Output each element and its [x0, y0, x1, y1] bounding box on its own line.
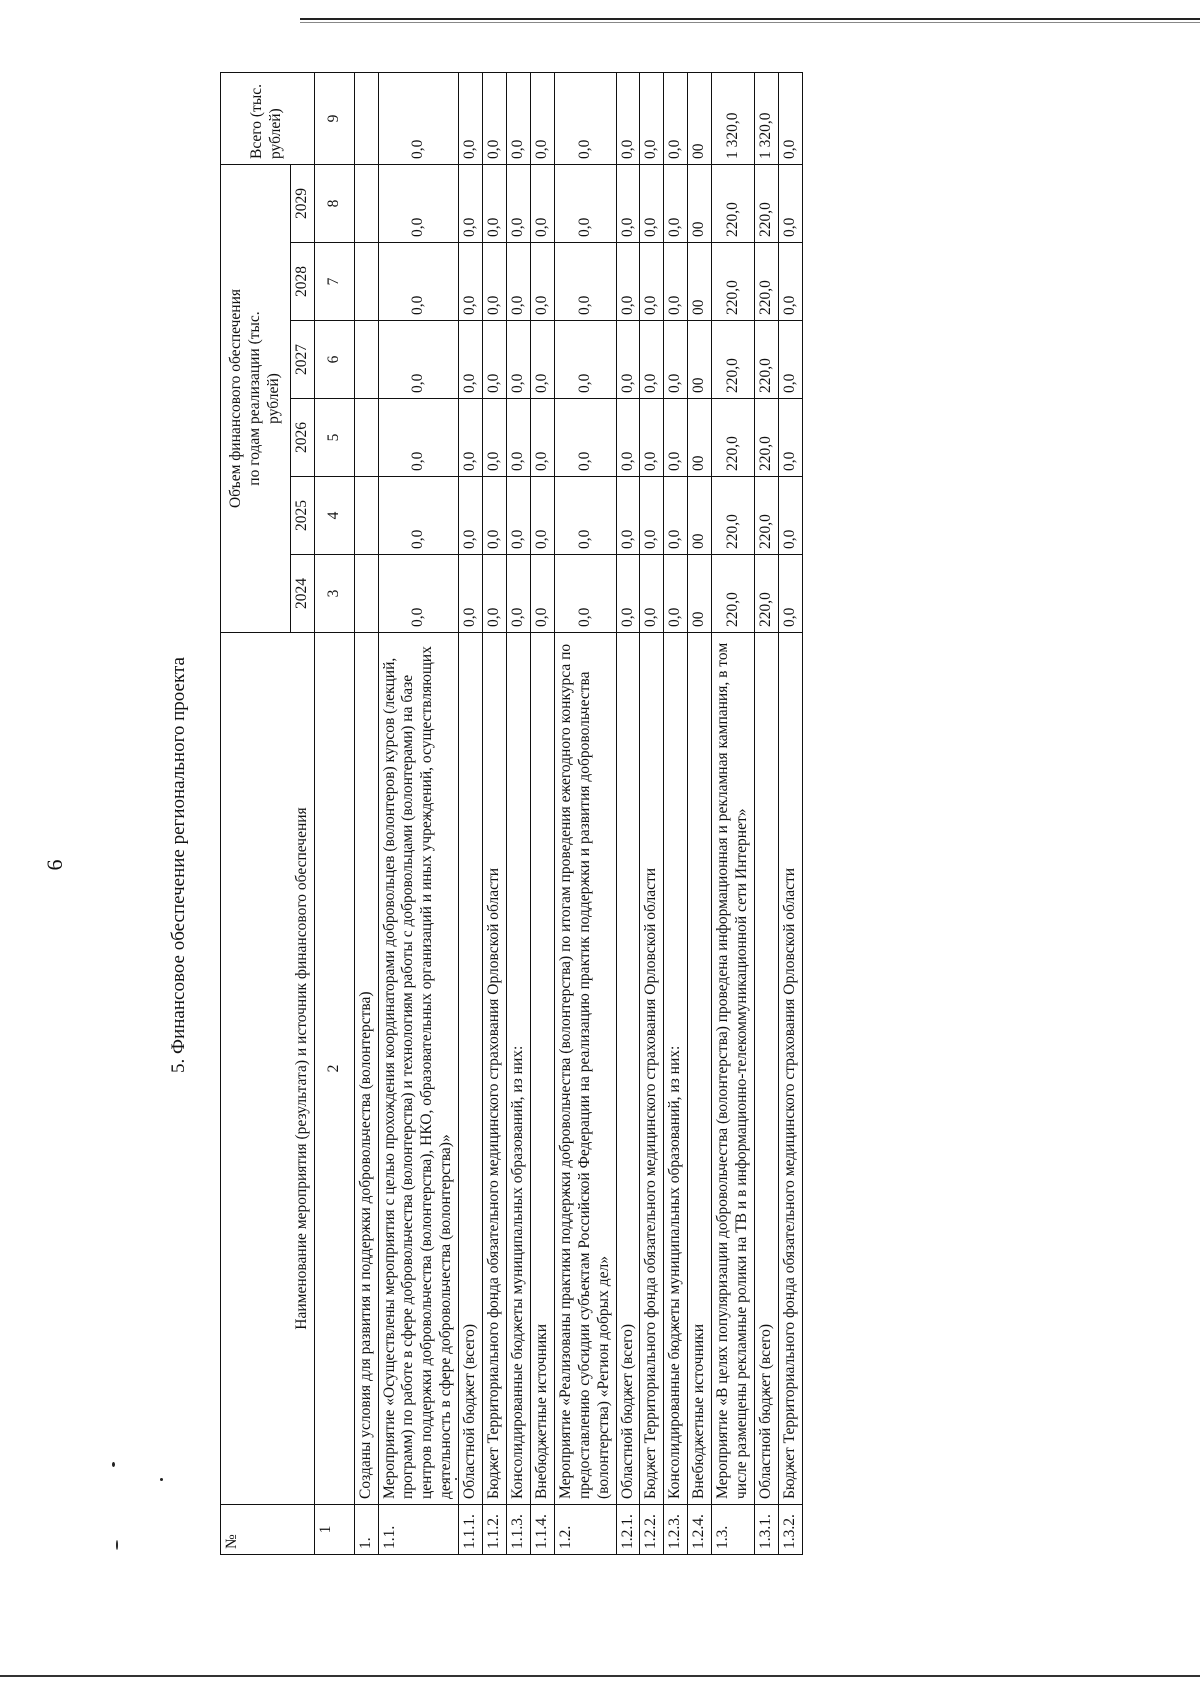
header-year: 2027	[290, 321, 314, 399]
page-number: 6	[42, 859, 67, 871]
row-code: 1.1.2.	[483, 1505, 507, 1555]
row-code: 1.2.	[554, 1505, 616, 1555]
table-row	[778, 73, 802, 1555]
table-row	[459, 73, 483, 1555]
row-value: 220,0	[712, 165, 755, 243]
row-total	[354, 73, 378, 165]
row-value: 0,0	[378, 399, 459, 477]
row-value: 00	[688, 477, 712, 555]
table-row	[483, 73, 507, 1555]
row-name: Мероприятие «Осуществлены мероприятия с целью прохождения координаторами добровольцев (волонтеров) курсов (лекций, программ) по работе в сфере добровольчества (волонтерства) и технологиям работы с добровольцами (волонтерами) на базе центров поддержки добровольчества (волонтерства), НКО, образовательных организаций и иных учреждений, осуществляющих деятельность в сфере добровольчества (волонтерства)»	[378, 633, 459, 1505]
row-value: 0,0	[778, 243, 802, 321]
scan-edge-line	[300, 18, 1200, 20]
row-value: 0,0	[378, 555, 459, 633]
column-number: 5	[314, 399, 354, 477]
row-value: 0,0	[530, 321, 554, 399]
row-value: 0,0	[483, 243, 507, 321]
row-code: 1.1.1.	[459, 1505, 483, 1555]
row-value: 0,0	[378, 321, 459, 399]
row-value: 0,0	[554, 399, 616, 477]
row-name: Созданы условия для развития и поддержки добровольчества (волонтерства)	[354, 633, 378, 1505]
row-code: 1.1.3.	[506, 1505, 530, 1555]
row-value: 0,0	[459, 399, 483, 477]
row-code: 1.	[354, 1505, 378, 1555]
row-value: 0,0	[483, 477, 507, 555]
table-row	[378, 73, 459, 1555]
row-value: 0,0	[483, 399, 507, 477]
row-value: 0,0	[616, 321, 640, 399]
row-value: 0,0	[459, 243, 483, 321]
table-row	[664, 73, 688, 1555]
row-value	[354, 399, 378, 477]
row-value: 0,0	[616, 165, 640, 243]
column-number: 2	[314, 633, 354, 1505]
row-code: 1.3.1.	[754, 1505, 778, 1555]
row-name: Внебюджетные источники	[688, 633, 712, 1505]
row-value: 0,0	[378, 243, 459, 321]
row-name: Областной бюджет (всего)	[754, 633, 778, 1505]
row-value: 0,0	[459, 477, 483, 555]
row-value: 0,0	[640, 321, 664, 399]
row-value: 00	[688, 165, 712, 243]
column-number: 1	[314, 1505, 354, 1555]
row-value: 220,0	[712, 399, 755, 477]
row-value: 0,0	[778, 165, 802, 243]
row-code: 1.2.4.	[688, 1505, 712, 1555]
row-value: 0,0	[506, 555, 530, 633]
row-value: 0,0	[530, 555, 554, 633]
row-value: 220,0	[712, 243, 755, 321]
row-value: 0,0	[640, 555, 664, 633]
row-value: 0,0	[506, 399, 530, 477]
row-total: 0,0	[459, 73, 483, 165]
row-total: 0,0	[778, 73, 802, 165]
row-value: 00	[688, 399, 712, 477]
column-number: 8	[314, 165, 354, 243]
column-number: 3	[314, 555, 354, 633]
row-value: 0,0	[483, 165, 507, 243]
row-value: 0,0	[378, 477, 459, 555]
row-value: 0,0	[664, 477, 688, 555]
header-year: 2028	[290, 243, 314, 321]
row-name: Внебюджетные источники	[530, 633, 554, 1505]
table-row	[712, 73, 755, 1555]
row-value: 220,0	[754, 165, 778, 243]
row-value: 220,0	[754, 243, 778, 321]
row-total: 0,0	[483, 73, 507, 165]
row-value: 220,0	[754, 555, 778, 633]
row-value: 0,0	[378, 165, 459, 243]
row-value: 0,0	[530, 243, 554, 321]
row-value: 0,0	[778, 477, 802, 555]
row-code: 1.2.2.	[640, 1505, 664, 1555]
row-value: 0,0	[664, 243, 688, 321]
row-value: 220,0	[754, 477, 778, 555]
row-value: 0,0	[530, 477, 554, 555]
row-code: 1.1.	[378, 1505, 459, 1555]
row-value: 0,0	[616, 399, 640, 477]
table-row	[354, 73, 378, 1555]
financing-table-wrap	[220, 72, 803, 1555]
header-name: Наименование мероприятия (результата) и источник финансового обеспечения	[221, 633, 315, 1505]
row-code: 1.2.1.	[616, 1505, 640, 1555]
row-name: Областной бюджет (всего)	[616, 633, 640, 1505]
row-total: 0,0	[378, 73, 459, 165]
row-value: 0,0	[554, 165, 616, 243]
section-title: 5. Финансовое обеспечение регионального проекта	[168, 657, 189, 1073]
table-row	[640, 73, 664, 1555]
row-value: 0,0	[483, 321, 507, 399]
row-value: 0,0	[483, 555, 507, 633]
row-code: 1.3.2.	[778, 1505, 802, 1555]
row-value: 220,0	[712, 477, 755, 555]
row-total: 0,0	[506, 73, 530, 165]
row-value: 220,0	[712, 555, 755, 633]
header-years-group: Объем финансового обеспечения по годам реализации (тыс. рублей)	[221, 165, 291, 633]
row-total: 1 320,0	[754, 73, 778, 165]
row-name: Бюджет Территориального фонда обязательного медицинского страхования Орловской области	[640, 633, 664, 1505]
row-value: 0,0	[530, 165, 554, 243]
table-row	[530, 73, 554, 1555]
row-code: 1.1.4.	[530, 1505, 554, 1555]
column-number-row	[314, 73, 354, 1555]
row-value: 220,0	[712, 321, 755, 399]
table-row	[554, 73, 616, 1555]
row-value	[354, 165, 378, 243]
row-value: 0,0	[506, 477, 530, 555]
row-value: 0,0	[640, 243, 664, 321]
row-value: 0,0	[640, 477, 664, 555]
row-total: 0,0	[640, 73, 664, 165]
row-value: 0,0	[616, 555, 640, 633]
row-name: Бюджет Территориального фонда обязательного медицинского страхования Орловской области	[483, 633, 507, 1505]
row-value: 00	[688, 321, 712, 399]
row-name: Мероприятие «В целях популяризации добровольчества (волонтерства) проведена информационная и рекламная кампания, в том числе размещены рекламные ролики на ТВ и в информационно-телекоммуникационной сети Интернет»	[712, 633, 755, 1505]
row-value: 0,0	[778, 555, 802, 633]
row-value: 0,0	[554, 321, 616, 399]
scan-edge-line	[300, 22, 1200, 23]
row-total: 0,0	[616, 73, 640, 165]
row-value: 220,0	[754, 321, 778, 399]
row-value	[354, 555, 378, 633]
row-value: 0,0	[459, 555, 483, 633]
row-value: 0,0	[616, 477, 640, 555]
row-value: 0,0	[506, 165, 530, 243]
row-value: 0,0	[640, 399, 664, 477]
row-value: 0,0	[664, 165, 688, 243]
row-value: 0,0	[616, 243, 640, 321]
header-year: 2025	[290, 477, 314, 555]
row-value	[354, 321, 378, 399]
row-code: 1.3.	[712, 1505, 755, 1555]
financing-table	[220, 72, 803, 1555]
row-value: 0,0	[778, 321, 802, 399]
row-name: Консолидированные бюджеты муниципальных образований, из них:	[664, 633, 688, 1505]
header-total: Всего (тыс. рублей)	[221, 73, 315, 165]
row-value	[354, 243, 378, 321]
row-code: 1.2.3.	[664, 1505, 688, 1555]
column-number: 7	[314, 243, 354, 321]
row-name: Бюджет Территориального фонда обязательного медицинского страхования Орловской области	[778, 633, 802, 1505]
table-row	[688, 73, 712, 1555]
row-value: 0,0	[554, 477, 616, 555]
table-row	[616, 73, 640, 1555]
row-name: Областной бюджет (всего)	[459, 633, 483, 1505]
row-total: 0,0	[530, 73, 554, 165]
table-row	[754, 73, 778, 1555]
row-total: 0,0	[554, 73, 616, 165]
row-value: 0,0	[664, 555, 688, 633]
header-year: 2029	[290, 165, 314, 243]
row-value: 0,0	[506, 321, 530, 399]
row-value: 0,0	[664, 321, 688, 399]
row-value: 0,0	[459, 165, 483, 243]
row-name: Консолидированные бюджеты муниципальных образований, из них:	[506, 633, 530, 1505]
row-total: 00	[688, 73, 712, 165]
row-value: 0,0	[640, 165, 664, 243]
rotated-page	[20, 45, 1160, 1685]
row-total: 1 320,0	[712, 73, 755, 165]
header-no: №	[221, 1505, 315, 1555]
row-value: 00	[688, 555, 712, 633]
row-value: 0,0	[778, 399, 802, 477]
row-value: 0,0	[664, 399, 688, 477]
row-value: 0,0	[506, 243, 530, 321]
column-number: 9	[314, 73, 354, 165]
row-value: 0,0	[459, 321, 483, 399]
row-name: Мероприятие «Реализованы практики поддержки добровольчества (волонтерства) по итогам проведения ежегодного конкурса по предоставлению субсидии субъектам Российской Федерации на реализацию практик поддержки и развития добровольчества (волонтерства) «Регион добрых дел»	[554, 633, 616, 1505]
row-value: 0,0	[530, 399, 554, 477]
header-year: 2026	[290, 399, 314, 477]
row-value: 00	[688, 243, 712, 321]
column-number: 4	[314, 477, 354, 555]
header-year: 2024	[290, 555, 314, 633]
row-value: 0,0	[554, 243, 616, 321]
column-number: 6	[314, 321, 354, 399]
row-total: 0,0	[664, 73, 688, 165]
row-value: 220,0	[754, 399, 778, 477]
row-value: 0,0	[554, 555, 616, 633]
table-row	[506, 73, 530, 1555]
row-value	[354, 477, 378, 555]
